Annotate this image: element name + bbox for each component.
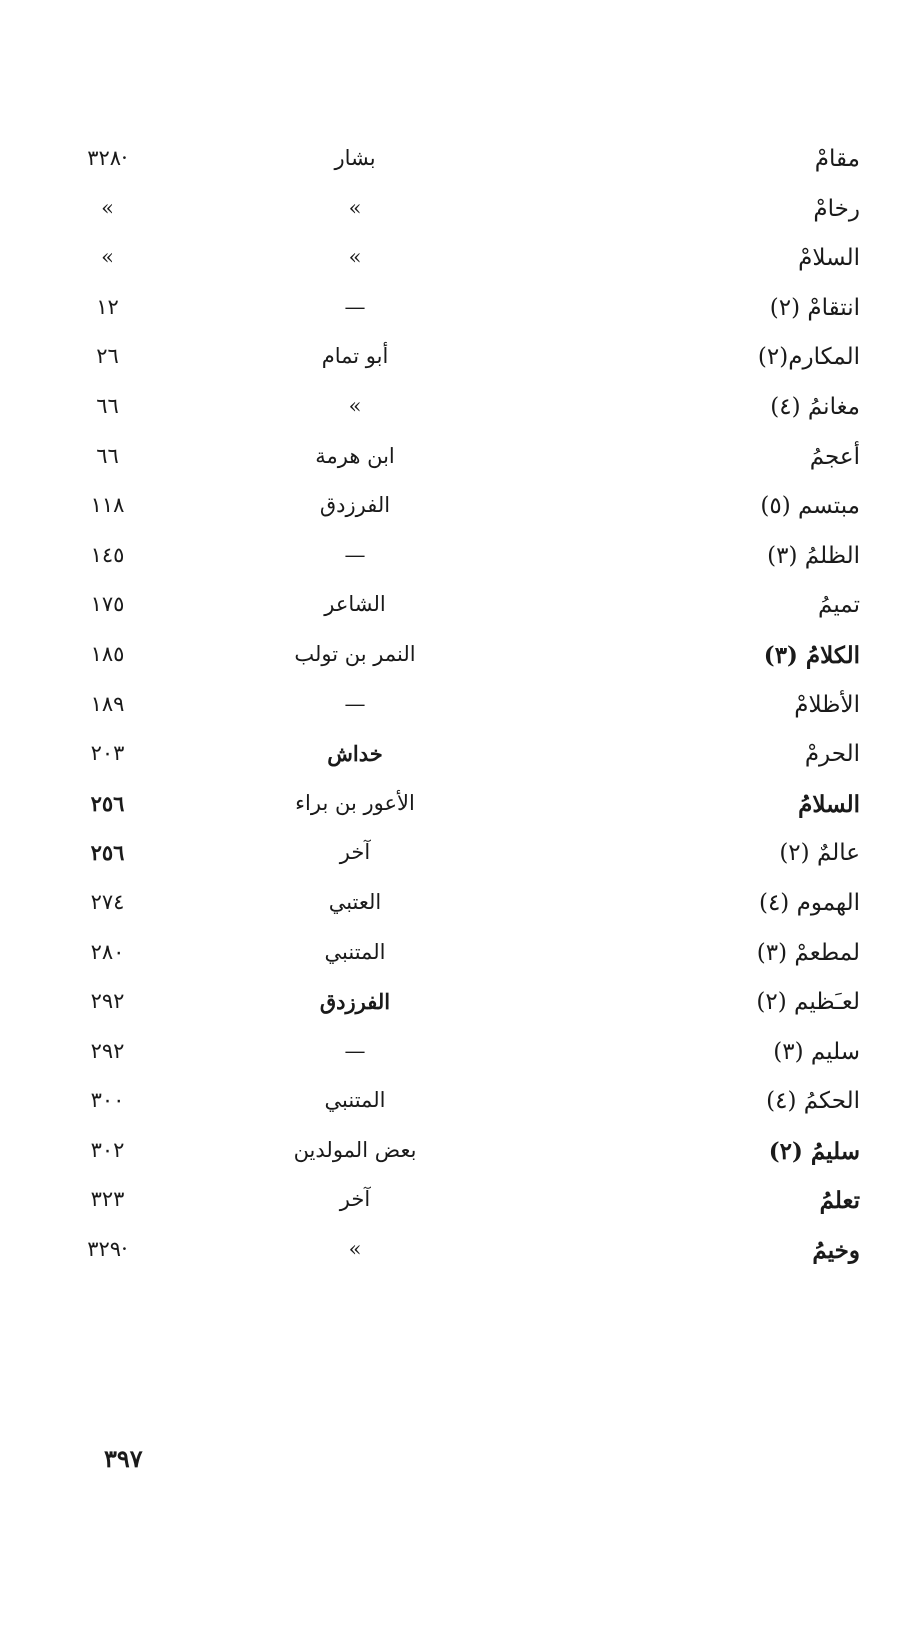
page-number: ٢٧٤ <box>90 889 125 914</box>
poet-name: العتبي <box>328 889 382 914</box>
rhyme-word: السلامْ <box>798 245 860 272</box>
page-number: ٦٦ <box>96 393 119 418</box>
table-row <box>60 388 860 438</box>
table-row <box>60 289 860 339</box>
page-number: ٢٩٢ <box>90 1038 125 1063</box>
page-number: ٣٠٠ <box>90 1088 125 1113</box>
rhyme-word: انتقامْ (٢) <box>769 294 860 321</box>
poet-name: الفرزدق <box>319 493 391 518</box>
rhyme-word: الكلامُ (٣) <box>763 641 860 669</box>
rhyme-index-table <box>60 140 860 1281</box>
table-row <box>60 735 860 785</box>
page-number: ١٢ <box>96 294 119 319</box>
page-number: ٢٥٦ <box>90 790 125 816</box>
page-number: » <box>101 245 114 270</box>
page-number: ٦٦ <box>96 443 119 468</box>
rhyme-word: مبتسم (٥) <box>760 493 860 520</box>
poet-name: آخر <box>339 1187 371 1212</box>
rhyme-word: الظلمُ (٣) <box>767 542 860 569</box>
page-number: ·٣٢٨ <box>87 146 128 170</box>
table-row <box>60 686 860 736</box>
table-row <box>60 438 860 488</box>
poet-name: — <box>344 294 366 319</box>
page-number: ١١٨ <box>90 493 125 518</box>
poet-name: آخر <box>339 840 371 865</box>
rhyme-word: لعـَظيم (٢) <box>756 989 860 1016</box>
rhyme-word: المكارم(٢) <box>757 344 860 371</box>
page-number: ١٤٥ <box>90 542 125 567</box>
poet-name: ابن هرمة <box>315 443 395 468</box>
rhyme-word: الأظلامْ <box>794 691 860 718</box>
table-row <box>60 785 860 835</box>
rhyme-word: أعجمُ <box>809 443 860 470</box>
table-row <box>60 586 860 636</box>
poet-name: النمر بن تولب <box>294 641 416 666</box>
rhyme-word: لمطعمْ (٣) <box>756 939 860 966</box>
table-row <box>60 884 860 934</box>
table-row <box>60 636 860 686</box>
table-row <box>60 487 860 537</box>
table-row <box>60 834 860 884</box>
table-row <box>60 537 860 587</box>
page-number: ٢٨٠ <box>90 939 125 964</box>
rhyme-word: السلامُ <box>798 790 860 818</box>
page-number: ٢٩٢ <box>90 989 125 1014</box>
poet-name: » <box>348 393 362 418</box>
rhyme-word: عالمٌ (٢) <box>779 840 860 867</box>
table-row <box>60 1181 860 1231</box>
poet-name: بشار <box>334 146 376 170</box>
page-number: ٢٦ <box>96 344 119 369</box>
rhyme-word: رخامْ <box>813 195 860 222</box>
rhyme-word: سليم (٣) <box>773 1038 860 1065</box>
page-folio-number: ٣٩٧ <box>104 1444 143 1473</box>
poet-name: المتنبي <box>324 939 386 964</box>
poet-name: خداش <box>327 741 383 767</box>
page-number: ٢٥٦ <box>90 840 125 866</box>
poet-name: المتنبي <box>324 1088 386 1113</box>
rhyme-word: مغانمُ (٤) <box>770 393 860 420</box>
rhyme-word: سليمُ (٢) <box>768 1137 860 1165</box>
poet-name: الشاعر <box>324 592 386 617</box>
poet-name: الفرزدق <box>319 989 391 1015</box>
table-row <box>60 934 860 984</box>
page-number: ١٧٥ <box>90 592 125 617</box>
poet-name: بعض المولدين <box>293 1137 417 1162</box>
table-row <box>60 1082 860 1132</box>
table-row <box>60 983 860 1033</box>
poet-name: أبو تمام <box>321 344 389 369</box>
page-number: ٣٢٣ <box>90 1187 125 1212</box>
table-row <box>60 1132 860 1182</box>
page-number: » <box>101 195 114 220</box>
poet-name: — <box>344 542 366 567</box>
page-number: ·٣٢٩ <box>87 1237 128 1262</box>
rhyme-word: الحكمُ (٤) <box>766 1088 860 1115</box>
poet-name: الأعور بن براء <box>295 790 415 815</box>
poet-name: » <box>348 1237 362 1262</box>
rhyme-word: الحرمْ <box>804 741 860 768</box>
page-number: ١٨٥ <box>90 641 125 666</box>
poet-name: » <box>348 245 362 270</box>
poet-name: — <box>344 1038 366 1063</box>
rhyme-word: مقامْ <box>814 146 860 172</box>
table-row <box>60 338 860 388</box>
table-row <box>60 1033 860 1083</box>
poet-name: » <box>348 195 362 220</box>
table-row <box>60 1231 860 1281</box>
rhyme-word: تميمُ <box>818 592 860 619</box>
poet-name: — <box>344 691 366 716</box>
page-number: ٢٠٣ <box>90 741 125 766</box>
table-row <box>60 140 860 190</box>
table-row <box>60 190 860 240</box>
page-number: ١٨٩ <box>90 691 125 716</box>
rhyme-word: تعلمُ <box>819 1187 860 1215</box>
table-row <box>60 239 860 289</box>
rhyme-word: وخيمُ <box>812 1237 860 1265</box>
page-number: ٣٠٢ <box>90 1137 125 1162</box>
rhyme-word: الهموم (٤) <box>758 889 860 916</box>
